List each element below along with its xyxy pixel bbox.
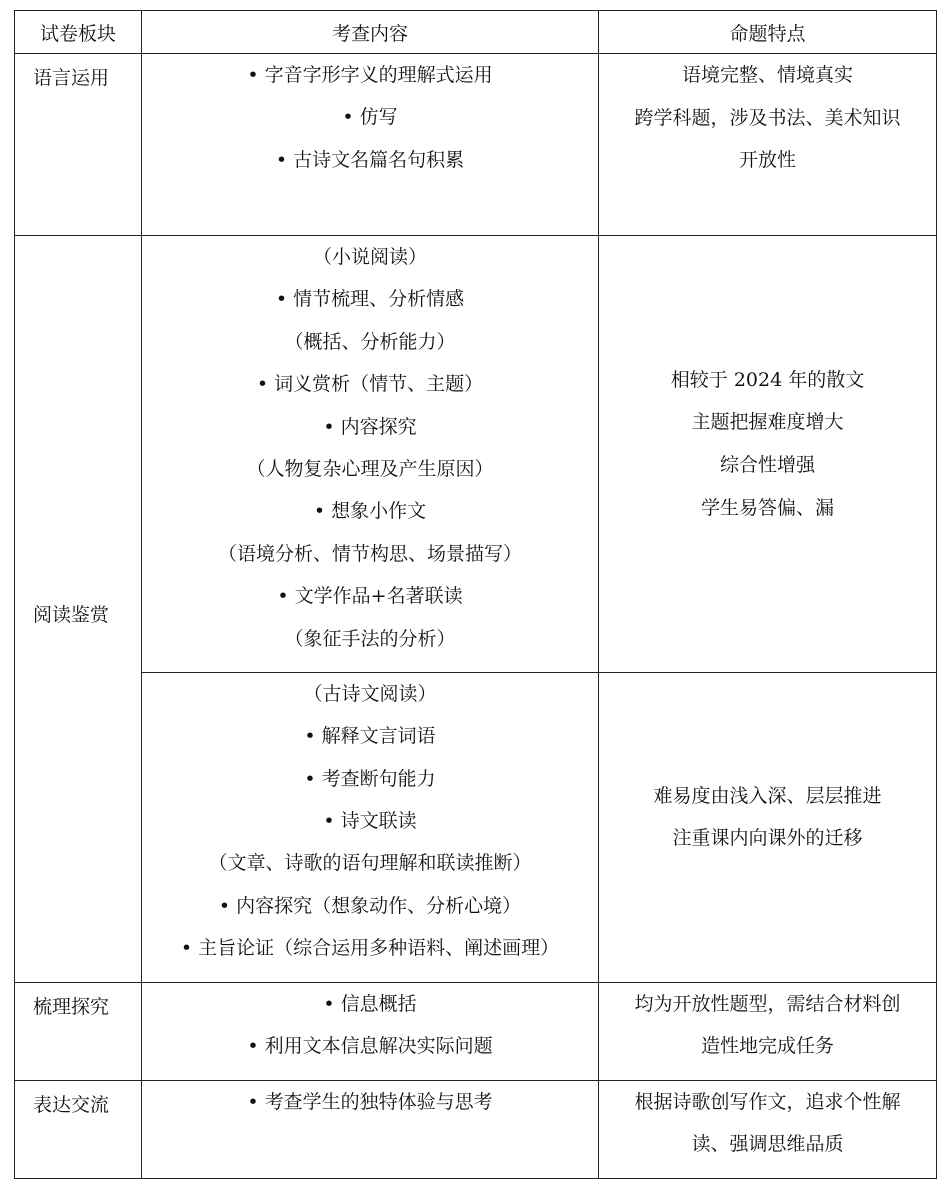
content-item: • 古诗文名篇名句积累 xyxy=(142,147,598,189)
content-item: • 信息概括 xyxy=(142,991,598,1033)
feature-item: 注重课内向课外的迁移 xyxy=(672,827,863,850)
section-expression: 表达交流 xyxy=(15,1080,142,1178)
content-sort-explore xyxy=(142,982,599,1080)
content-item: • 想象小作文 xyxy=(142,498,598,540)
content-note: （人物复杂心理及产生原因） xyxy=(246,457,494,480)
content-language-use xyxy=(142,54,599,236)
row-reading-novel xyxy=(15,236,937,673)
feature-item: 相较于 2024 年的散文 xyxy=(670,368,865,391)
section-sort-explore: 梳理探究 xyxy=(15,982,142,1080)
feature-item: 跨学科题，涉及书法、美术知识 xyxy=(634,106,901,129)
features-poem xyxy=(599,672,937,982)
feature-item: 主题把握难度增大 xyxy=(691,411,844,434)
section-reading: 阅读鉴赏 xyxy=(15,236,142,983)
features-language-use xyxy=(599,54,937,236)
feature-item: 均为开放性题型，需结合材料创 xyxy=(634,992,901,1015)
row-expression xyxy=(15,1080,937,1178)
feature-item: 读、强调思维品质 xyxy=(691,1133,844,1156)
content-item: • 主旨论证（综合运用多种语料、阐述画理） xyxy=(142,935,598,977)
content-item: • 诗文联读 xyxy=(142,808,598,850)
content-expression xyxy=(142,1080,599,1178)
header-content: 考查内容 xyxy=(142,11,599,54)
feature-item: 学生易答偏、漏 xyxy=(700,496,834,519)
content-note: （象征手法的分析） xyxy=(284,627,456,650)
content-note: （语境分析、情节构思、场景描写） xyxy=(217,542,522,565)
content-item: • 仿写 xyxy=(142,104,598,146)
content-subheading: （小说阅读） xyxy=(312,246,427,268)
content-item: • 解释文言词语 xyxy=(142,723,598,765)
header-section: 试卷板块 xyxy=(15,11,142,54)
row-reading-poem xyxy=(15,672,937,982)
content-subheading: （古诗文阅读） xyxy=(303,682,437,705)
content-item: • 文学作品+名著联读 xyxy=(142,583,598,625)
content-item: • 词义赏析（情节、主题） xyxy=(142,371,598,413)
content-item: • 考查断句能力 xyxy=(142,766,598,808)
content-novel xyxy=(142,236,599,673)
feature-item: 难易度由浅入深、层层推进 xyxy=(653,784,882,807)
feature-item: 根据诗歌创写作文，追求个性解 xyxy=(634,1090,901,1113)
content-note: （概括、分析能力） xyxy=(284,330,456,353)
features-sort-explore xyxy=(599,982,937,1080)
features-expression xyxy=(599,1080,937,1178)
section-language-use: 语言运用 xyxy=(15,54,142,236)
content-poem xyxy=(142,672,599,982)
content-item: • 字音字形字义的理解式运用 xyxy=(142,62,598,104)
content-item: • 考查学生的独特体验与思考 xyxy=(142,1089,598,1131)
feature-item: 综合性增强 xyxy=(719,453,815,476)
feature-item: 开放性 xyxy=(738,149,796,172)
row-language-use xyxy=(15,54,937,236)
row-sort-explore xyxy=(15,982,937,1080)
content-note: （文章、诗歌的语句理解和联读推断） xyxy=(208,852,532,875)
feature-item: 造性地完成任务 xyxy=(700,1035,834,1058)
header-features: 命题特点 xyxy=(599,11,937,54)
header-row xyxy=(15,11,937,54)
exam-analysis-table xyxy=(14,10,937,1179)
content-item: • 情节梳理、分析情感 xyxy=(142,286,598,328)
feature-item: 语境完整、情境真实 xyxy=(681,64,853,86)
content-item: • 内容探究 xyxy=(142,414,598,456)
content-item: • 利用文本信息解决实际问题 xyxy=(142,1033,598,1075)
content-item: • 内容探究（想象动作、分析心境） xyxy=(142,893,598,935)
features-novel xyxy=(599,236,937,673)
